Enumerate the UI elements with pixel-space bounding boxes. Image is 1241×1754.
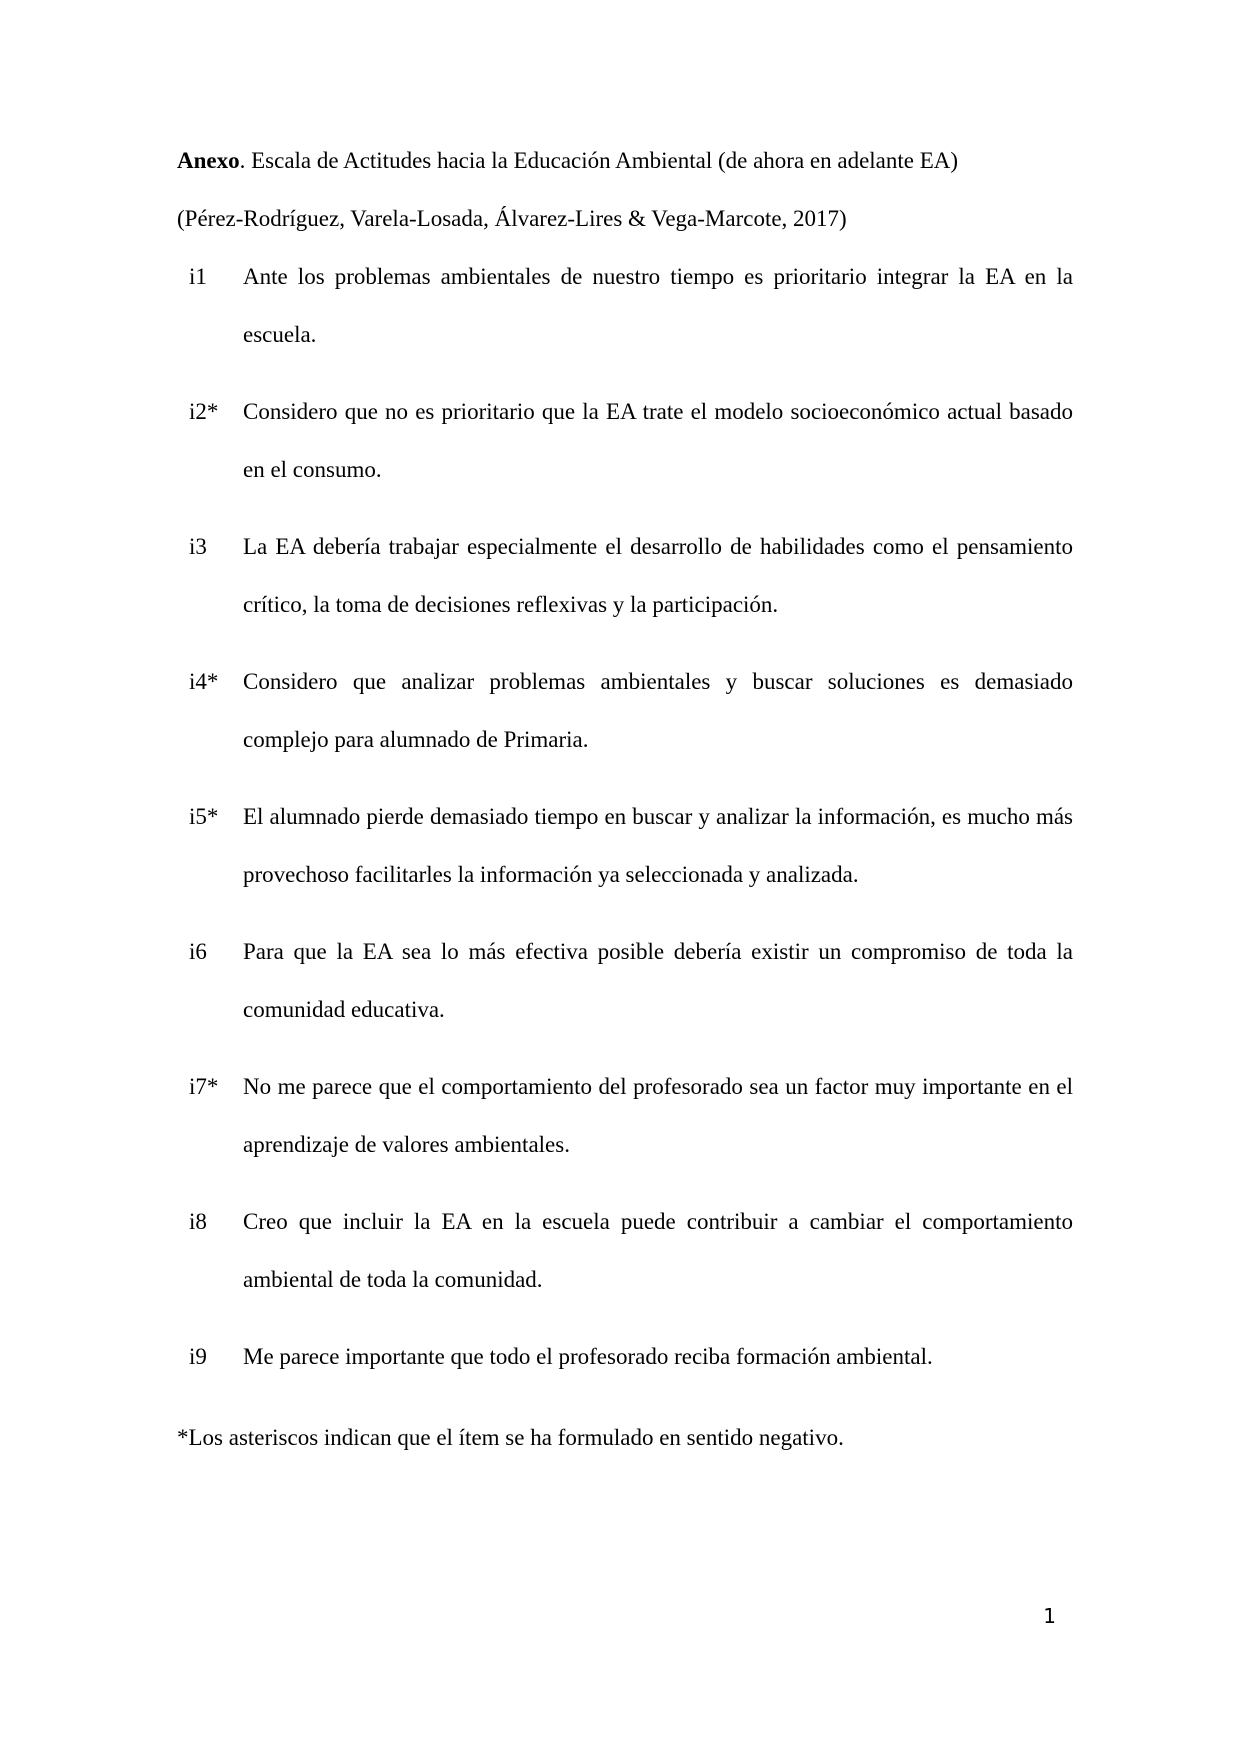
item-text: La EA debería trabajar especialmente el desarrollo de habilidades como el pensamiento crítico, la toma de decisiones reflexivas y la participación. bbox=[243, 534, 1073, 617]
item-text: Considero que no es prioritario que la EA trate el modelo socioeconómico actual basado en el consumo. bbox=[243, 399, 1073, 482]
scale-item bbox=[177, 1328, 1073, 1386]
scale-item bbox=[177, 653, 1073, 769]
scale-item bbox=[177, 1193, 1073, 1309]
item-text: Para que la EA sea lo más efectiva posible debería existir un compromiso de toda la comunidad educativa. bbox=[243, 939, 1073, 1022]
item-code: i8 bbox=[189, 1209, 207, 1234]
annex-citation: (Pérez-Rodríguez, Varela-Losada, Álvarez-Lires & Vega-Marcote, 2017) bbox=[177, 206, 847, 231]
item-code: i7* bbox=[189, 1074, 219, 1099]
item-text: El alumnado pierde demasiado tiempo en buscar y analizar la información, es mucho más provechoso facilitarles la información ya seleccionada y analizada. bbox=[243, 804, 1073, 887]
item-code: i4* bbox=[189, 669, 219, 694]
asterisk-footnote: *Los asteriscos indican que el ítem se ha formulado en sentido negativo. bbox=[177, 1425, 844, 1450]
item-text: Creo que incluir la EA en la escuela puede contribuir a cambiar el comportamiento ambiental de toda la comunidad. bbox=[243, 1209, 1073, 1292]
item-text: Ante los problemas ambientales de nuestro tiempo es prioritario integrar la EA en la escuela. bbox=[243, 264, 1073, 347]
scale-item bbox=[177, 248, 1073, 364]
scale-item bbox=[177, 518, 1073, 634]
item-code: i9 bbox=[189, 1344, 207, 1369]
scale-item bbox=[177, 788, 1073, 904]
annex-heading bbox=[177, 132, 958, 190]
item-text: No me parece que el comportamiento del profesorado sea un factor muy importante en el aprendizaje de valores ambientales. bbox=[243, 1074, 1073, 1157]
annex-label: Anexo bbox=[177, 148, 240, 173]
scale-item-list bbox=[177, 248, 1073, 1405]
scale-item bbox=[177, 1058, 1073, 1174]
item-text: Me parece importante que todo el profesorado reciba formación ambiental. bbox=[243, 1344, 933, 1369]
item-code: i5* bbox=[189, 804, 219, 829]
page-number: 1 bbox=[1043, 1604, 1056, 1628]
item-code: i1 bbox=[189, 264, 207, 289]
annex-title: . Escala de Actitudes hacia la Educación Ambiental (de ahora en adelante EA) bbox=[239, 148, 959, 173]
scale-item bbox=[177, 383, 1073, 499]
item-code: i6 bbox=[189, 939, 207, 964]
item-code: i2* bbox=[189, 399, 219, 424]
item-text: Considero que analizar problemas ambientales y buscar soluciones es demasiado complejo para alumnado de Primaria. bbox=[243, 669, 1073, 752]
scale-item bbox=[177, 923, 1073, 1039]
item-code: i3 bbox=[189, 534, 207, 559]
